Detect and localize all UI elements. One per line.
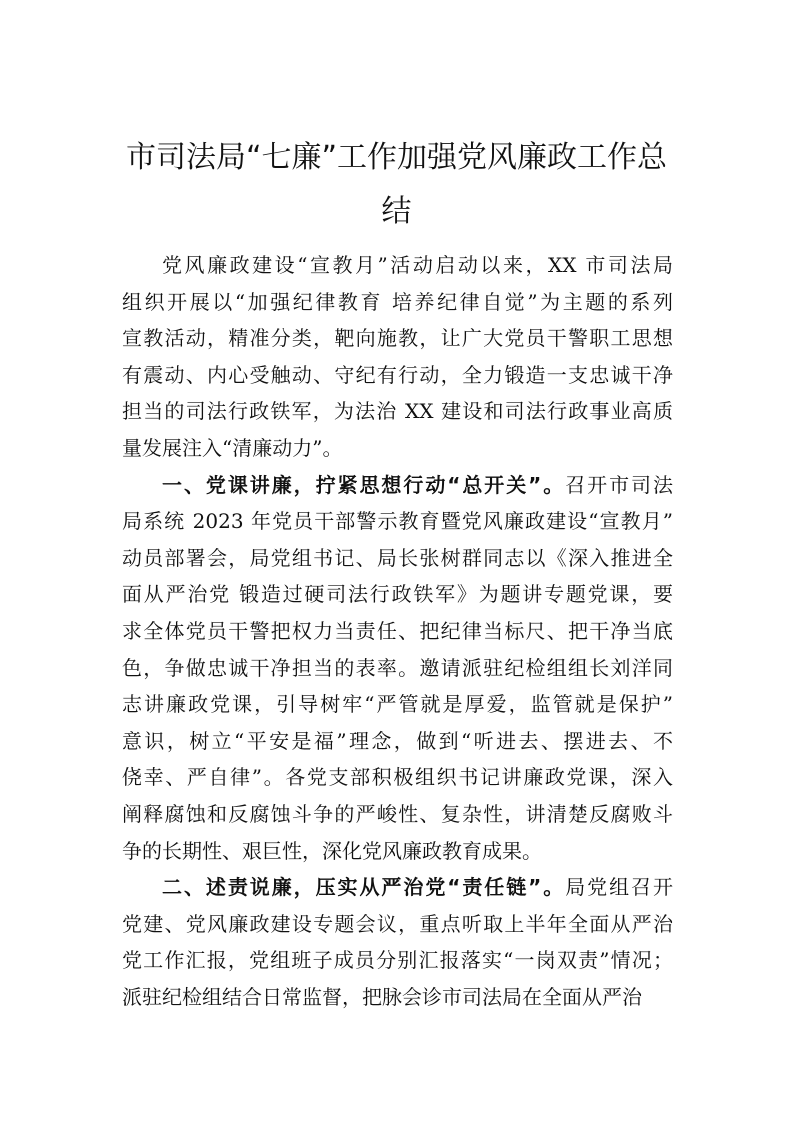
line-text: 宣教活动，精准分类，靶向施教，让广大党员干警职工思想 [122,326,673,351]
text-line [122,540,673,577]
text-line [122,430,673,467]
section-heading: 一、党课讲廉，拧紧思想行动“总开关”。 [162,472,566,497]
paragraph [122,869,673,1015]
line-text: 阐释腐蚀和反腐蚀斗争的严峻性、复杂性，讲清楚反腐败斗 [122,801,673,826]
line-text: 求全体党员干警把权力当责任、把纪律当标尺、把干净当底 [122,618,673,643]
text-line [122,833,673,870]
line-text: 意识，树立“平安是福”理念，做到“听进去、摆进去、不 [122,728,673,753]
line-text: 志讲廉政党课，引导树牢“严管就是厚爱，监管就是保护” [122,692,673,717]
text-line [122,284,673,321]
text-line [122,942,673,979]
paragraph [122,467,673,870]
text-line [122,723,673,760]
line-text: 面从严治党 锻造过硬司法行政铁军》为题讲专题党课，要 [122,582,673,607]
text-line [122,320,673,357]
text-line [122,906,673,943]
line-text: 有震动、内心受触动、守纪有行动，全力锻造一支忠诚干净 [122,362,673,387]
text-line [122,650,673,687]
paragraph [122,247,673,467]
text-line [122,979,673,1016]
text-line [122,393,673,430]
text-line [122,247,673,284]
text-line [122,503,673,540]
document-title-line-2: 结 [381,194,412,229]
text-line [122,686,673,723]
text-line [122,467,673,504]
line-text: 组织开展以“加强纪律教育 培养纪律自觉”为主题的系列 [122,289,673,314]
document-title-line-1: 市司法局“七廉”工作加强党风廉政工作总 [125,140,668,175]
line-text: 担当的司法行政铁军，为法治 XX 建设和司法行政事业高质 [122,399,673,424]
document-body [122,247,673,1015]
text-line [122,576,673,613]
line-text: 争的长期性、艰巨性，深化党风廉政教育成果。 [122,838,542,863]
section-heading: 二、述责说廉，压实从严治党“责任链”。 [162,875,566,900]
line-text: 色，争做忠诚干净担当的表率。邀请派驻纪检组组长刘洋同 [122,655,673,680]
text-line [122,759,673,796]
line-text: 党建、党风廉政建设专题会议，重点听取上半年全面从严治 [122,911,673,936]
line-text: 党风廉政建设“宣教月”活动启动以来，XX 市司法局 [162,253,673,277]
line-text: 派驻纪检组结合日常监督，把脉会诊市司法局在全面从严治 [122,984,642,1009]
text-line [122,869,673,906]
line-text: 局党组召开 [565,875,673,900]
line-text: 动员部署会，局党组书记、局长张树群同志以《深入推进全 [122,545,673,570]
text-line [122,613,673,650]
text-line [122,796,673,833]
line-text: 侥幸、严自律”。各党支部积极组织书记讲廉政党课，深入 [122,765,673,790]
line-text: 召开市司法 [565,472,673,497]
line-text: 局系统 2023 年党员干部警示教育暨党风廉政建设“宣教月” [122,509,673,534]
text-line [122,357,673,394]
line-text: 量发展注入“清廉动力”。 [122,435,343,460]
line-text: 党工作汇报，党组班子成员分别汇报落实“一岗双责”情况； [122,948,673,973]
